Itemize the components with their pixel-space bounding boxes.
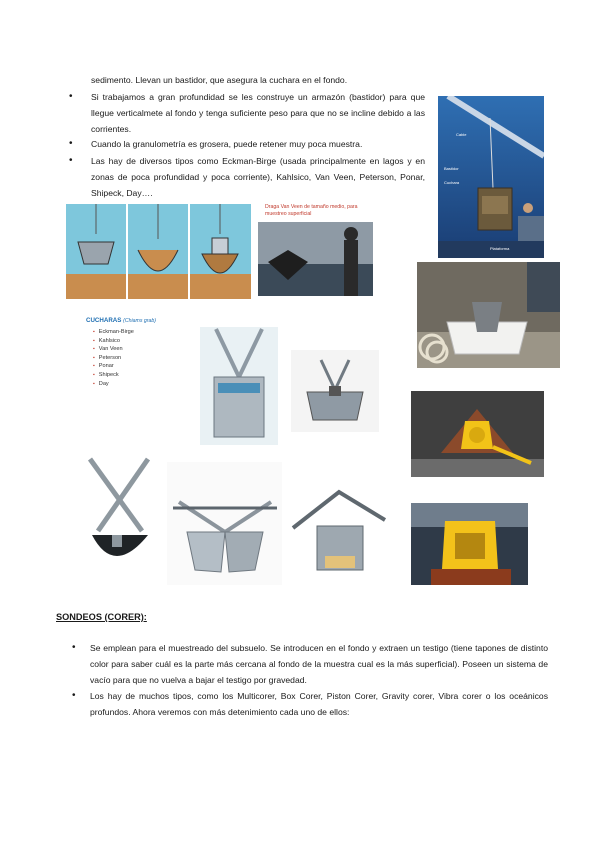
grab-list-item: ▪ Peterson (93, 354, 156, 363)
crane-label: Cuchara (444, 180, 460, 185)
grab-list-item: ▪ Kahlsico (93, 337, 156, 346)
scissor-grab-photo (84, 455, 156, 575)
section-heading-corer: SONDEOS (CORER): (56, 612, 147, 622)
bullet-icon: • (69, 91, 73, 102)
ponar-grab-photo (291, 350, 379, 432)
grab-list-item: ▪ Ponar (93, 362, 156, 371)
bullet-icon: • (69, 138, 73, 149)
corer-bullet-text-2: Los hay de muchos tipos, como los Multicorer, Box Corer, Piston Corer, Gravity corer, Vibra corer o los oceánicos profundos. Ahora veremos con más detenimiento cada uno de ellos: (90, 691, 548, 718)
grab-list-title: CUCHARAS (Chiams grab) (86, 317, 157, 324)
yellow-grab-photo (411, 391, 544, 477)
bullet-text-granulometry: Cuando la granulometría es grosera, puede retener muy poca muestra. (91, 139, 363, 149)
corer-bullet-text-1: Se emplean para el muestreado del subsuelo. Se introducen en el fondo y extraen un testigo (tiene tapones de distinto color para saber cuál es la parte más cercana al fondo de la muestra cual es la más superficial). Poseen un sistema de vacío para que no vuelva a bajar el testigo por gravedad. (90, 643, 548, 686)
bullet-text-frame: Si trabajamos a gran profundidad se les construye un armazón (bastidor) para que llegue verticalmete al fondo y tenga suficiente peso para que no se incline debido a las corrientes. (91, 92, 425, 135)
crane-grab-photo (438, 96, 544, 258)
bullet-icon: • (72, 642, 76, 653)
grab-list-item: ▪ Shipeck (93, 371, 156, 380)
grab-list-item: ▪ Day (93, 380, 156, 389)
crane-label: Plataforma (490, 246, 510, 251)
yellow-closeup-photo (411, 503, 528, 585)
van-veen-caption: Draga Van Veen de tamaño medio, para muestreo superficial (265, 204, 358, 217)
van-veen-open-photo (167, 462, 282, 585)
bullet-text-types: Las hay de diversos tipos como Eckman-Birge (usada principalmente en lagos y en zonas de poca profundidad y poca corriente), Kahlsico, Van Veen, Peterson, Ponar, Shipeck, Day…. (91, 156, 425, 199)
crane-label: Bastidor (444, 166, 459, 171)
grab-operation-diagram (66, 204, 251, 299)
grab-tray-photo (417, 262, 560, 368)
crane-label: Cable (456, 132, 467, 137)
bullet-icon: • (69, 155, 73, 166)
peterson-grab-photo (287, 480, 391, 583)
van-veen-photo (258, 222, 373, 296)
paragraph-continuation: sedimento. Llevan un bastidor, que asegura la cuchara en el fondo. (91, 75, 348, 85)
grab-list-item: ▪ Van Veen (93, 345, 156, 354)
box-grab-photo (200, 327, 278, 445)
grab-list-item: ▪ Eckman-Birge (93, 328, 156, 337)
grab-types-list (86, 317, 156, 388)
bullet-icon: • (72, 690, 76, 701)
